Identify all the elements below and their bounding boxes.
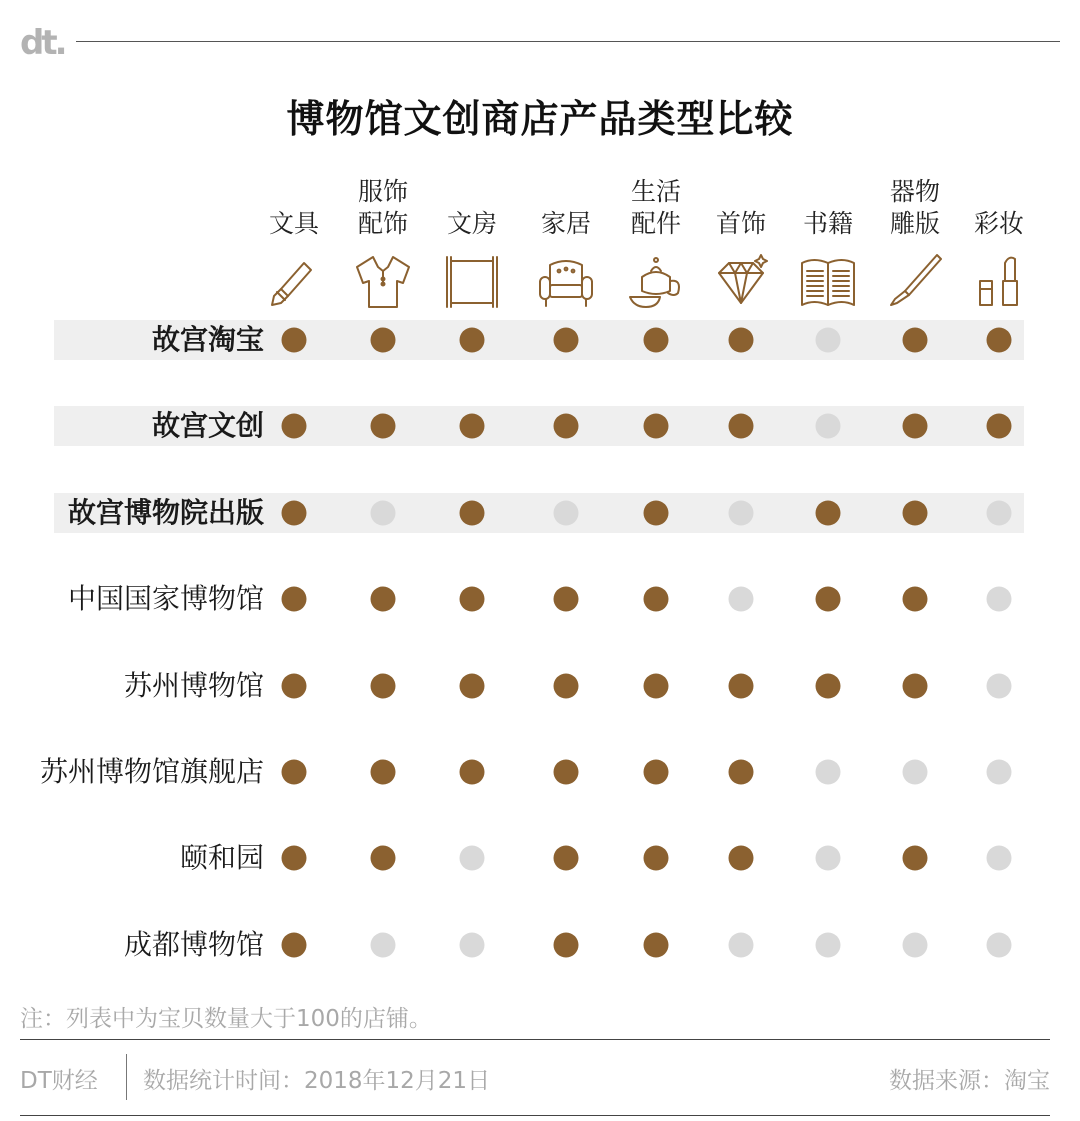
dot-absent	[729, 933, 754, 958]
dot-present	[371, 328, 396, 353]
dot-present	[729, 674, 754, 699]
dot-present	[816, 674, 841, 699]
dot-present	[903, 587, 928, 612]
dot-present	[554, 846, 579, 871]
dot-present	[903, 501, 928, 526]
dot-present	[729, 328, 754, 353]
dot-present	[644, 501, 669, 526]
dot-present	[554, 760, 579, 785]
dot-present	[371, 760, 396, 785]
open-book-icon	[802, 260, 854, 305]
dot-present	[554, 414, 579, 439]
dot-present	[554, 587, 579, 612]
column-header-label: 彩妆	[973, 209, 1025, 238]
teapot-icon	[630, 258, 679, 307]
dot-present	[644, 846, 669, 871]
polo-shirt-icon	[357, 257, 409, 307]
scroll-icon	[447, 257, 497, 307]
row-label: 苏州博物馆	[123, 669, 264, 702]
column-header-label: 书籍	[802, 209, 854, 238]
dot-absent	[460, 933, 485, 958]
dot-present	[644, 328, 669, 353]
column-header-label: 家居	[540, 209, 592, 238]
dot-present	[282, 328, 307, 353]
dot-present	[987, 414, 1012, 439]
dot-present	[729, 414, 754, 439]
dot-present	[644, 414, 669, 439]
dot-present	[644, 587, 669, 612]
footer-separator	[126, 1054, 127, 1100]
dot-present	[282, 414, 307, 439]
dot-absent	[554, 501, 579, 526]
dot-present	[903, 328, 928, 353]
row-label: 成都博物馆	[123, 928, 264, 961]
dot-absent	[371, 501, 396, 526]
column-header-label: 器物	[889, 177, 941, 206]
lipstick-icon	[980, 258, 1017, 305]
row-label: 颐和园	[179, 841, 264, 874]
highlighter-icon	[272, 263, 311, 305]
column-header-label: 服饰	[357, 177, 409, 206]
dot-present	[282, 846, 307, 871]
dot-absent	[987, 501, 1012, 526]
dot-present	[644, 933, 669, 958]
dot-present	[460, 328, 485, 353]
dot-present	[371, 587, 396, 612]
dot-present	[460, 501, 485, 526]
dot-present	[371, 674, 396, 699]
dot-present	[460, 587, 485, 612]
row-label: 故宫文创	[151, 409, 264, 442]
dot-absent	[460, 846, 485, 871]
dot-absent	[816, 328, 841, 353]
dot-present	[903, 674, 928, 699]
dot-present	[903, 846, 928, 871]
dot-absent	[987, 674, 1012, 699]
diamond-icon	[719, 255, 767, 303]
dot-present	[371, 414, 396, 439]
footer-brand: DT财经	[20, 1068, 98, 1094]
column-header-label: 首饰	[715, 209, 767, 238]
dot-absent	[987, 846, 1012, 871]
footer-bottom-divider	[20, 1115, 1050, 1116]
footnote: 注：列表中为宝贝数量大于100的店铺。	[20, 1006, 432, 1032]
row-label: 苏州博物馆旗舰店	[39, 755, 264, 788]
row-label: 故宫淘宝	[151, 323, 264, 356]
dot-present	[460, 414, 485, 439]
column-header-label: 配件	[630, 209, 682, 238]
dot-present	[282, 501, 307, 526]
dot-present	[554, 674, 579, 699]
dot-present	[644, 760, 669, 785]
dot-present	[554, 328, 579, 353]
footer-top-divider	[20, 1039, 1050, 1040]
dot-present	[282, 587, 307, 612]
column-header-label: 文房	[446, 209, 498, 238]
dot-present	[729, 846, 754, 871]
chart-title: 博物馆文创商店产品类型比较	[286, 97, 794, 141]
row-label: 故宫博物院出版	[67, 496, 264, 529]
dot-present	[460, 760, 485, 785]
dot-present	[903, 414, 928, 439]
dot-absent	[816, 760, 841, 785]
dot-absent	[987, 760, 1012, 785]
dot-present	[644, 674, 669, 699]
dot-absent	[729, 501, 754, 526]
column-header-label: 配饰	[357, 209, 409, 238]
column-header-label: 文具	[268, 209, 320, 238]
column-header-label: 生活	[630, 177, 682, 206]
dot-present	[987, 328, 1012, 353]
dot-present	[729, 760, 754, 785]
dot-present	[460, 674, 485, 699]
dot-absent	[816, 846, 841, 871]
dot-present	[371, 846, 396, 871]
dot-present	[816, 501, 841, 526]
row-label: 中国国家博物馆	[67, 582, 264, 615]
footer-source: 数据来源：淘宝	[889, 1068, 1050, 1094]
armchair-icon	[540, 261, 592, 306]
dot-absent	[816, 414, 841, 439]
dot-absent	[371, 933, 396, 958]
dot-absent	[987, 933, 1012, 958]
dot-absent	[987, 587, 1012, 612]
column-header-label: 雕版	[889, 209, 941, 238]
dot-absent	[729, 587, 754, 612]
dot-present	[282, 933, 307, 958]
dot-present	[816, 587, 841, 612]
dot-absent	[816, 933, 841, 958]
dot-absent	[903, 933, 928, 958]
footer-date: 数据统计时间：2018年12月21日	[143, 1068, 491, 1094]
dot-present	[282, 674, 307, 699]
dot-present	[282, 760, 307, 785]
carving-knife-icon	[891, 255, 941, 305]
dot-absent	[903, 760, 928, 785]
dot-present	[554, 933, 579, 958]
dt-logo: dt.	[20, 23, 65, 63]
